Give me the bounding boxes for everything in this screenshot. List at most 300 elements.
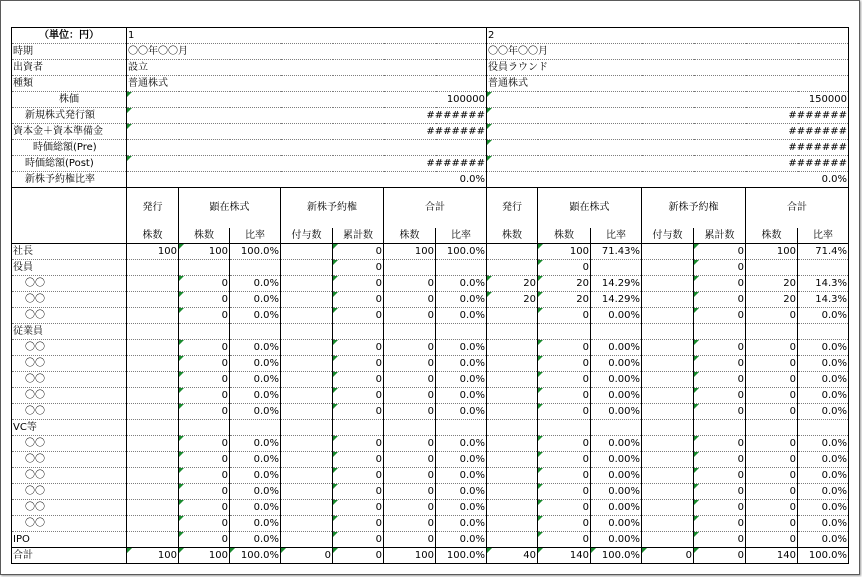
row-value[interactable] [591,260,642,276]
header-options[interactable]: 新株予約権 [281,188,384,229]
row-value[interactable] [333,324,384,340]
row-value[interactable]: 0.0% [230,468,281,484]
row-value[interactable] [487,452,538,468]
row-value[interactable]: 20 [538,292,591,308]
row-value[interactable]: 20 [487,292,538,308]
row-value[interactable] [642,308,694,324]
label-option-ratio[interactable]: 新株予約権比率 [12,172,127,188]
row-value[interactable]: 0 [333,484,384,500]
row-value[interactable] [591,420,642,436]
row-value[interactable]: 0 [384,372,436,388]
subheader-shares[interactable]: 株数 [384,228,436,244]
row-value[interactable] [281,500,333,516]
row-value[interactable]: 0 [333,260,384,276]
row-value[interactable]: 0 [179,388,230,404]
row-value[interactable]: 0 [538,516,591,532]
row-value[interactable]: 0.0% [798,484,849,500]
subheader-shares[interactable]: 株数 [538,228,591,244]
row-value[interactable]: 0.0% [230,484,281,500]
row-label[interactable]: VC等 [12,420,127,436]
row-value[interactable] [642,324,694,340]
row-value[interactable]: 0 [333,500,384,516]
row-value[interactable]: 0.0% [798,356,849,372]
total-value[interactable]: 100 [127,548,179,564]
row-value[interactable]: 0 [179,468,230,484]
row-label[interactable]: 〇〇 [12,468,127,484]
row-value[interactable]: 0 [384,308,436,324]
row-value[interactable]: 0 [179,292,230,308]
row-value[interactable]: 0 [384,452,436,468]
row-value[interactable]: 0 [179,340,230,356]
round-2-new-issue[interactable]: ####### [487,108,849,124]
header-issue[interactable]: 発行 [487,188,538,229]
round-1-number[interactable]: 1 [127,28,487,44]
row-value[interactable] [281,404,333,420]
row-value[interactable]: 0.00% [591,404,642,420]
row-value[interactable]: 0 [694,404,746,420]
row-value[interactable] [642,404,694,420]
row-value[interactable]: 0 [694,356,746,372]
row-value[interactable] [127,468,179,484]
row-value[interactable] [746,324,798,340]
round-1-pre[interactable] [127,140,487,156]
row-value[interactable]: 0.00% [591,356,642,372]
row-value[interactable]: 0 [384,516,436,532]
row-value[interactable] [127,404,179,420]
row-value[interactable]: 0.0% [436,356,487,372]
total-value[interactable]: 100.0% [798,548,849,564]
row-value[interactable] [281,484,333,500]
row-value[interactable]: 0.0% [798,388,849,404]
row-label[interactable]: 〇〇 [12,404,127,420]
row-value[interactable]: 0.0% [230,452,281,468]
row-value[interactable]: 0 [384,500,436,516]
row-value[interactable] [384,260,436,276]
row-value[interactable] [281,468,333,484]
row-value[interactable]: 0 [694,468,746,484]
row-value[interactable]: 0 [333,436,384,452]
row-value[interactable]: 0 [179,452,230,468]
subheader-ratio[interactable]: 比率 [591,228,642,244]
row-value[interactable]: 0 [538,468,591,484]
row-value[interactable]: 0 [333,244,384,260]
row-label[interactable]: 〇〇 [12,372,127,388]
row-value[interactable]: 0.00% [591,500,642,516]
round-1-type[interactable]: 普通株式 [127,76,487,92]
row-value[interactable]: 100.0% [436,244,487,260]
row-value[interactable] [487,340,538,356]
row-value[interactable] [281,452,333,468]
row-value[interactable]: 0 [694,500,746,516]
label-price[interactable]: 株価 [12,92,127,108]
row-value[interactable] [487,244,538,260]
round-2-capital[interactable]: ####### [487,124,849,140]
row-value[interactable]: 0 [384,436,436,452]
row-value[interactable] [487,436,538,452]
row-value[interactable]: 0.0% [436,404,487,420]
round-1-post[interactable]: ####### [127,156,487,172]
row-value[interactable]: 0.0% [436,500,487,516]
row-value[interactable]: 0.00% [591,532,642,548]
row-value[interactable] [127,324,179,340]
row-label[interactable]: 〇〇 [12,388,127,404]
row-value[interactable]: 0.00% [591,308,642,324]
row-value[interactable]: 100 [538,244,591,260]
row-value[interactable] [538,420,591,436]
row-value[interactable]: 14.29% [591,292,642,308]
subheader-shares[interactable]: 株数 [746,228,798,244]
row-value[interactable]: 0.0% [230,292,281,308]
row-value[interactable]: 20 [487,276,538,292]
row-value[interactable] [642,436,694,452]
row-value[interactable]: 0.0% [798,308,849,324]
row-value[interactable] [333,420,384,436]
total-value[interactable]: 40 [487,548,538,564]
row-value[interactable] [642,532,694,548]
row-label[interactable]: 〇〇 [12,292,127,308]
row-value[interactable]: 0.00% [591,372,642,388]
row-value[interactable]: 0.00% [591,452,642,468]
row-label[interactable]: 役員 [12,260,127,276]
row-value[interactable] [798,260,849,276]
row-value[interactable]: 0 [333,404,384,420]
row-value[interactable] [487,324,538,340]
total-value[interactable]: 140 [746,548,798,564]
row-value[interactable] [127,276,179,292]
row-value[interactable]: 0 [179,404,230,420]
row-value[interactable]: 0 [333,516,384,532]
header-issue[interactable]: 発行 [127,188,179,229]
row-value[interactable]: 0 [694,532,746,548]
round-2-price[interactable]: 150000 [487,92,849,108]
row-value[interactable] [746,260,798,276]
row-value[interactable]: 0.00% [591,484,642,500]
row-value[interactable] [281,276,333,292]
row-value[interactable]: 20 [746,292,798,308]
row-value[interactable] [281,516,333,532]
row-value[interactable] [487,532,538,548]
row-value[interactable] [281,244,333,260]
row-value[interactable]: 0.0% [798,404,849,420]
row-value[interactable] [281,292,333,308]
subheader-shares[interactable]: 株数 [127,228,179,244]
row-value[interactable] [384,420,436,436]
total-value[interactable]: 100.0% [591,548,642,564]
row-value[interactable] [694,420,746,436]
subheader-granted[interactable]: 付与数 [642,228,694,244]
row-value[interactable]: 0 [538,340,591,356]
row-value[interactable]: 0.0% [230,372,281,388]
row-value[interactable] [642,516,694,532]
row-value[interactable]: 0 [538,532,591,548]
row-value[interactable]: 0.0% [798,532,849,548]
row-value[interactable]: 0.0% [436,484,487,500]
label-investor[interactable]: 出資者 [12,60,127,76]
row-value[interactable] [281,324,333,340]
row-value[interactable] [798,324,849,340]
row-value[interactable] [487,260,538,276]
row-value[interactable]: 0.0% [436,372,487,388]
row-value[interactable]: 0 [333,532,384,548]
subheader-cumulative[interactable]: 累計数 [694,228,746,244]
row-value[interactable]: 0.0% [798,516,849,532]
row-value[interactable]: 0 [538,372,591,388]
row-value[interactable]: 0 [694,436,746,452]
row-value[interactable]: 0 [179,516,230,532]
row-value[interactable]: 0 [179,484,230,500]
row-value[interactable]: 0 [538,260,591,276]
row-value[interactable] [746,420,798,436]
row-label[interactable]: 従業員 [12,324,127,340]
row-value[interactable]: 0.0% [798,436,849,452]
row-value[interactable]: 0.0% [798,500,849,516]
row-value[interactable]: 0.0% [436,276,487,292]
row-value[interactable]: 0.0% [230,356,281,372]
unit-label[interactable]: （単位：円） [12,28,127,44]
row-label[interactable]: 〇〇 [12,500,127,516]
round-2-number[interactable]: 2 [487,28,849,44]
row-value[interactable]: 0 [333,308,384,324]
row-value[interactable] [642,484,694,500]
round-2-pre[interactable]: ####### [487,140,849,156]
row-value[interactable] [281,260,333,276]
row-value[interactable] [230,324,281,340]
row-value[interactable]: 0 [746,404,798,420]
row-value[interactable] [281,436,333,452]
row-value[interactable] [487,468,538,484]
row-value[interactable]: 100 [746,244,798,260]
subheader-cumulative[interactable]: 累計数 [333,228,384,244]
row-value[interactable] [179,260,230,276]
row-value[interactable]: 0 [746,500,798,516]
row-value[interactable]: 0 [746,356,798,372]
row-value[interactable] [487,484,538,500]
round-1-option-ratio[interactable]: 0.0% [127,172,487,188]
row-value[interactable]: 71.4% [798,244,849,260]
row-value[interactable]: 0.00% [591,468,642,484]
row-label[interactable]: 〇〇 [12,484,127,500]
row-value[interactable] [281,420,333,436]
header-diluted[interactable]: 顕在株式 [179,188,281,229]
row-value[interactable] [642,388,694,404]
row-value[interactable] [642,244,694,260]
row-label[interactable]: 〇〇 [12,308,127,324]
row-value[interactable] [436,260,487,276]
row-value[interactable] [127,388,179,404]
subheader-ratio[interactable]: 比率 [436,228,487,244]
row-value[interactable]: 0 [746,452,798,468]
row-label[interactable]: 〇〇 [12,516,127,532]
row-label[interactable]: 〇〇 [12,436,127,452]
row-value[interactable] [694,324,746,340]
row-value[interactable]: 0 [746,516,798,532]
row-value[interactable]: 0 [179,532,230,548]
row-value[interactable] [642,356,694,372]
row-value[interactable]: 0.0% [230,532,281,548]
row-value[interactable]: 0 [694,388,746,404]
row-value[interactable] [487,420,538,436]
round-1-investor[interactable]: 設立 [127,60,487,76]
row-value[interactable] [538,324,591,340]
row-value[interactable]: 0.0% [436,340,487,356]
row-value[interactable]: 0 [179,372,230,388]
row-value[interactable]: 0 [694,260,746,276]
row-value[interactable]: 0.0% [230,388,281,404]
header-sum[interactable]: 合計 [384,188,487,229]
row-value[interactable] [127,292,179,308]
row-value[interactable]: 0.0% [798,452,849,468]
subheader-ratio[interactable]: 比率 [798,228,849,244]
row-value[interactable] [127,452,179,468]
row-value[interactable]: 14.3% [798,292,849,308]
round-2-option-ratio[interactable]: 0.0% [487,172,849,188]
row-label[interactable]: IPO [12,532,127,548]
row-value[interactable]: 0 [333,468,384,484]
row-value[interactable]: 0 [538,404,591,420]
row-value[interactable]: 0.00% [591,436,642,452]
row-value[interactable] [281,388,333,404]
row-value[interactable]: 0 [333,388,384,404]
row-value[interactable]: 0 [384,356,436,372]
row-value[interactable]: 0 [746,436,798,452]
row-value[interactable] [798,420,849,436]
row-value[interactable]: 0.0% [230,308,281,324]
row-value[interactable]: 100 [384,244,436,260]
row-value[interactable] [487,516,538,532]
row-value[interactable]: 0 [179,356,230,372]
row-label[interactable]: 〇〇 [12,452,127,468]
row-value[interactable]: 0 [746,340,798,356]
round-2-investor[interactable]: 役員ラウンド [487,60,849,76]
row-value[interactable]: 0 [694,276,746,292]
row-value[interactable]: 0 [746,308,798,324]
total-value[interactable]: 100.0% [436,548,487,564]
row-value[interactable] [127,532,179,548]
row-value[interactable]: 14.3% [798,276,849,292]
row-value[interactable] [591,324,642,340]
row-value[interactable]: 0 [694,308,746,324]
row-value[interactable]: 100 [179,244,230,260]
row-value[interactable]: 0 [179,308,230,324]
total-value[interactable]: 0 [694,548,746,564]
label-pre[interactable]: 時価総額(Pre) [12,140,127,156]
total-value[interactable]: 0 [642,548,694,564]
row-value[interactable]: 0 [384,292,436,308]
row-value[interactable]: 0 [538,500,591,516]
row-value[interactable] [127,420,179,436]
round-1-period[interactable]: 〇〇年〇〇月 [127,44,487,60]
round-1-new-issue[interactable]: ####### [127,108,487,124]
row-value[interactable]: 0 [333,372,384,388]
row-value[interactable]: 0.0% [436,452,487,468]
row-value[interactable] [487,500,538,516]
row-value[interactable] [281,372,333,388]
row-value[interactable] [487,404,538,420]
row-value[interactable]: 20 [746,276,798,292]
row-value[interactable] [179,324,230,340]
row-value[interactable] [127,436,179,452]
row-value[interactable]: 0.0% [230,516,281,532]
total-value[interactable]: 0 [333,548,384,564]
label-period[interactable]: 時期 [12,44,127,60]
row-value[interactable]: 0 [384,404,436,420]
row-value[interactable] [281,340,333,356]
row-value[interactable] [127,260,179,276]
row-value[interactable] [230,420,281,436]
round-1-price[interactable]: 100000 [127,92,487,108]
row-value[interactable] [281,356,333,372]
row-value[interactable]: 0 [333,356,384,372]
subheader-granted[interactable]: 付与数 [281,228,333,244]
row-value[interactable]: 0 [179,436,230,452]
row-value[interactable]: 0 [384,484,436,500]
header-diluted[interactable]: 顕在株式 [538,188,642,229]
header-blank[interactable] [12,188,127,229]
label-capital[interactable]: 資本金＋資本準備金 [12,124,127,140]
row-value[interactable] [281,532,333,548]
row-value[interactable]: 0 [333,292,384,308]
row-value[interactable]: 0 [179,500,230,516]
row-value[interactable] [436,420,487,436]
subheader-ratio[interactable]: 比率 [230,228,281,244]
row-value[interactable] [642,260,694,276]
row-value[interactable] [127,372,179,388]
row-value[interactable]: 0 [384,468,436,484]
round-2-post[interactable]: ####### [487,156,849,172]
row-label[interactable]: 〇〇 [12,276,127,292]
row-value[interactable] [230,260,281,276]
row-value[interactable] [127,356,179,372]
row-value[interactable]: 0 [694,516,746,532]
row-value[interactable]: 100.0% [230,244,281,260]
header-sum[interactable]: 合計 [746,188,849,229]
row-value[interactable]: 0 [333,452,384,468]
row-value[interactable] [642,468,694,484]
row-value[interactable] [487,388,538,404]
row-value[interactable]: 0.0% [436,388,487,404]
row-value[interactable]: 0.0% [798,372,849,388]
row-value[interactable]: 0.0% [230,436,281,452]
row-value[interactable]: 0.00% [591,516,642,532]
row-value[interactable]: 0.0% [436,292,487,308]
row-value[interactable]: 0 [333,340,384,356]
row-value[interactable] [487,356,538,372]
round-2-type[interactable]: 普通株式 [487,76,849,92]
label-post[interactable]: 時価総額(Post) [12,156,127,172]
row-value[interactable] [127,340,179,356]
row-value[interactable]: 0 [694,292,746,308]
subheader-blank[interactable] [12,228,127,244]
row-label[interactable]: 〇〇 [12,340,127,356]
row-value[interactable]: 0 [384,340,436,356]
row-value[interactable]: 0.0% [436,436,487,452]
row-value[interactable]: 0.0% [230,500,281,516]
row-value[interactable] [642,292,694,308]
row-value[interactable]: 0 [538,484,591,500]
row-value[interactable]: 0.0% [798,468,849,484]
row-value[interactable] [127,500,179,516]
total-value[interactable]: 140 [538,548,591,564]
row-value[interactable] [281,308,333,324]
row-value[interactable]: 0 [694,484,746,500]
row-value[interactable] [487,372,538,388]
row-value[interactable]: 0 [333,276,384,292]
row-value[interactable]: 0.0% [436,516,487,532]
row-value[interactable]: 0 [694,452,746,468]
row-value[interactable]: 0 [384,276,436,292]
row-value[interactable]: 0.0% [436,468,487,484]
row-value[interactable] [642,420,694,436]
